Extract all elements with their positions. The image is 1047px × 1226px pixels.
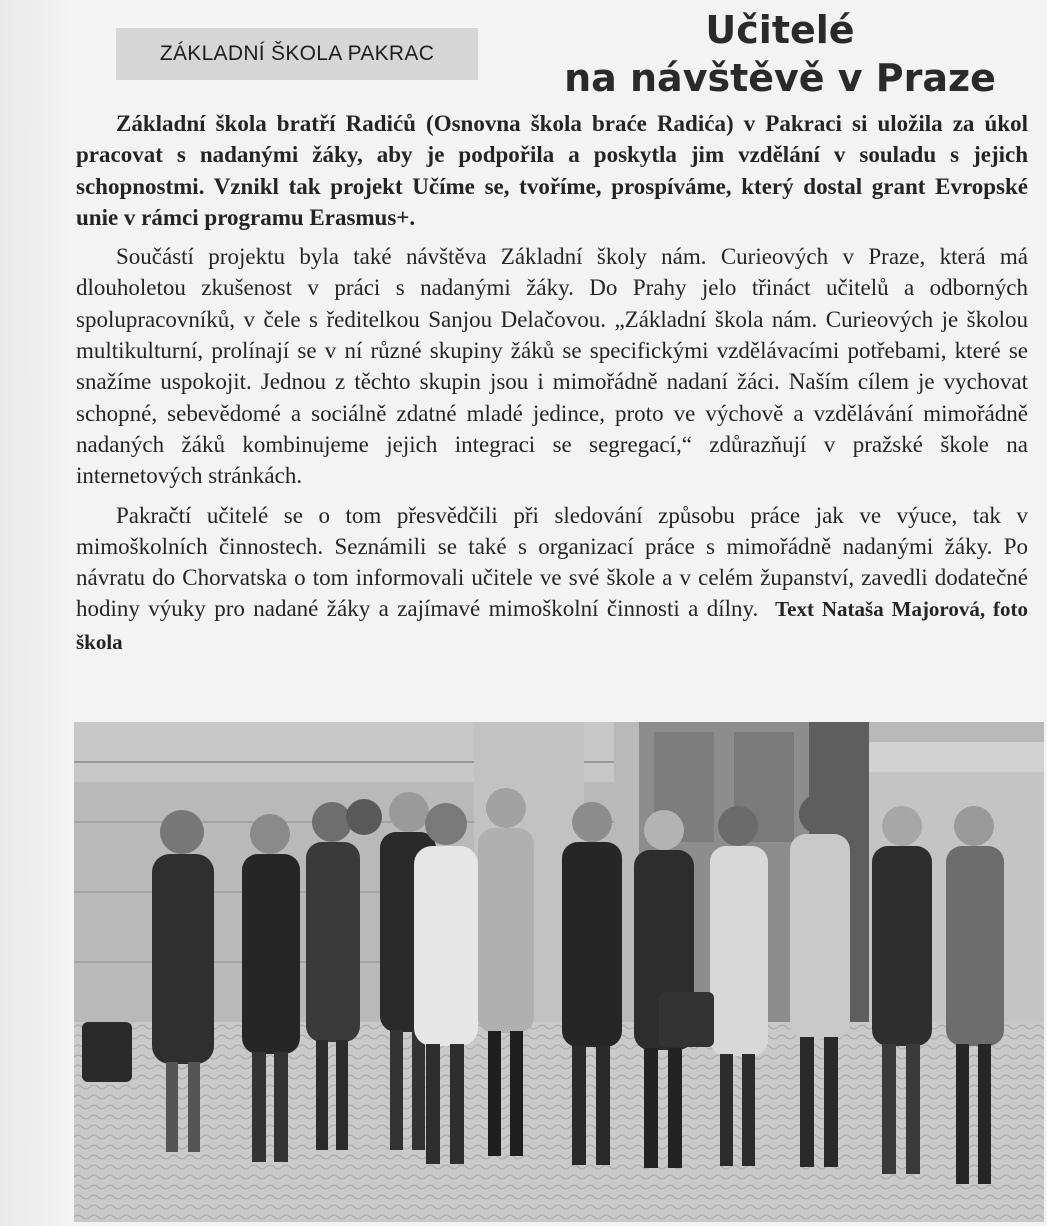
lead-paragraph: Základní škola bratří Radićů (Osnovna škola braće Radića) v Pakraci si uložila za úkol pracovat s nadanými žáky, aby je podpořila a poskytla jim vzdělání v souladu s jejich schopnostmi. Vznikl tak projekt Učíme se, tvoříme, prospíváme, který dostal grant Evropské unie v rámci programu Erasmus+. bbox=[76, 111, 1028, 230]
cobblestone-pavement bbox=[74, 1022, 1044, 1222]
handbag bbox=[659, 992, 714, 1047]
group-photo bbox=[74, 722, 1044, 1222]
section-tag-label: ZÁKLADNÍ ŠKOLA PAKRAC bbox=[159, 42, 435, 65]
handbag bbox=[82, 1022, 132, 1082]
article-body bbox=[76, 108, 1028, 658]
section-tag bbox=[116, 28, 478, 80]
headline-line-2: na návštěvě v Praze bbox=[564, 56, 996, 100]
body-paragraph-1: Součástí projektu byla také návštěva Základní školy nám. Curieových v Praze, která má dlouholetou zkušenost v práci s nadanými žáky. Do Prahy jelo třináct učitelů a odborných spolupracovníků, v čele s ředitelkou Sanjou Delačovou. „Základní škola nám. Curieových je školou multikulturní, prolínají se v ní různé skupiny žáků se specifickými vzdělávacími potřebami, které se snažíme uspokojit. Jednou z těchto skupin jsou i mimořádně nadaní žáci. Naším cílem je vychovat schopné, sebevědomé a sociálně zdatné mladé jedince, proto ve výchově a vzdělávání mimořádně nadaných žáků kombinujeme jejich integraci se segregací,“ zdůrazňují v pražské škole na internetových stránkách. bbox=[76, 244, 1028, 489]
headline-line-1: Učitelé bbox=[705, 8, 855, 52]
person-13 bbox=[346, 799, 382, 835]
byline: Text Nataša Majorová, foto škola bbox=[76, 597, 1029, 654]
body-paragraph-2 bbox=[76, 500, 1028, 658]
article-headline bbox=[520, 6, 1040, 102]
group-photo-illustration bbox=[74, 722, 1044, 1222]
body-paragraph-2-text: Pakračtí učitelé se o tom přesvědčili při sledování způsobu práce jak ve výuce, tak v mimoškolních činnostech. Seznámili se také s organizací práce s mimořádně nadanými žáky. Po návratu do Chorvatska o tom informovali učitele ve své škole a v celém županství, zavedli dodatečné hodiny výuky pro nadané žáky a zajímavé mimoškolní činnosti a dílny. bbox=[76, 502, 1028, 622]
page-edge-shade bbox=[0, 0, 70, 1226]
